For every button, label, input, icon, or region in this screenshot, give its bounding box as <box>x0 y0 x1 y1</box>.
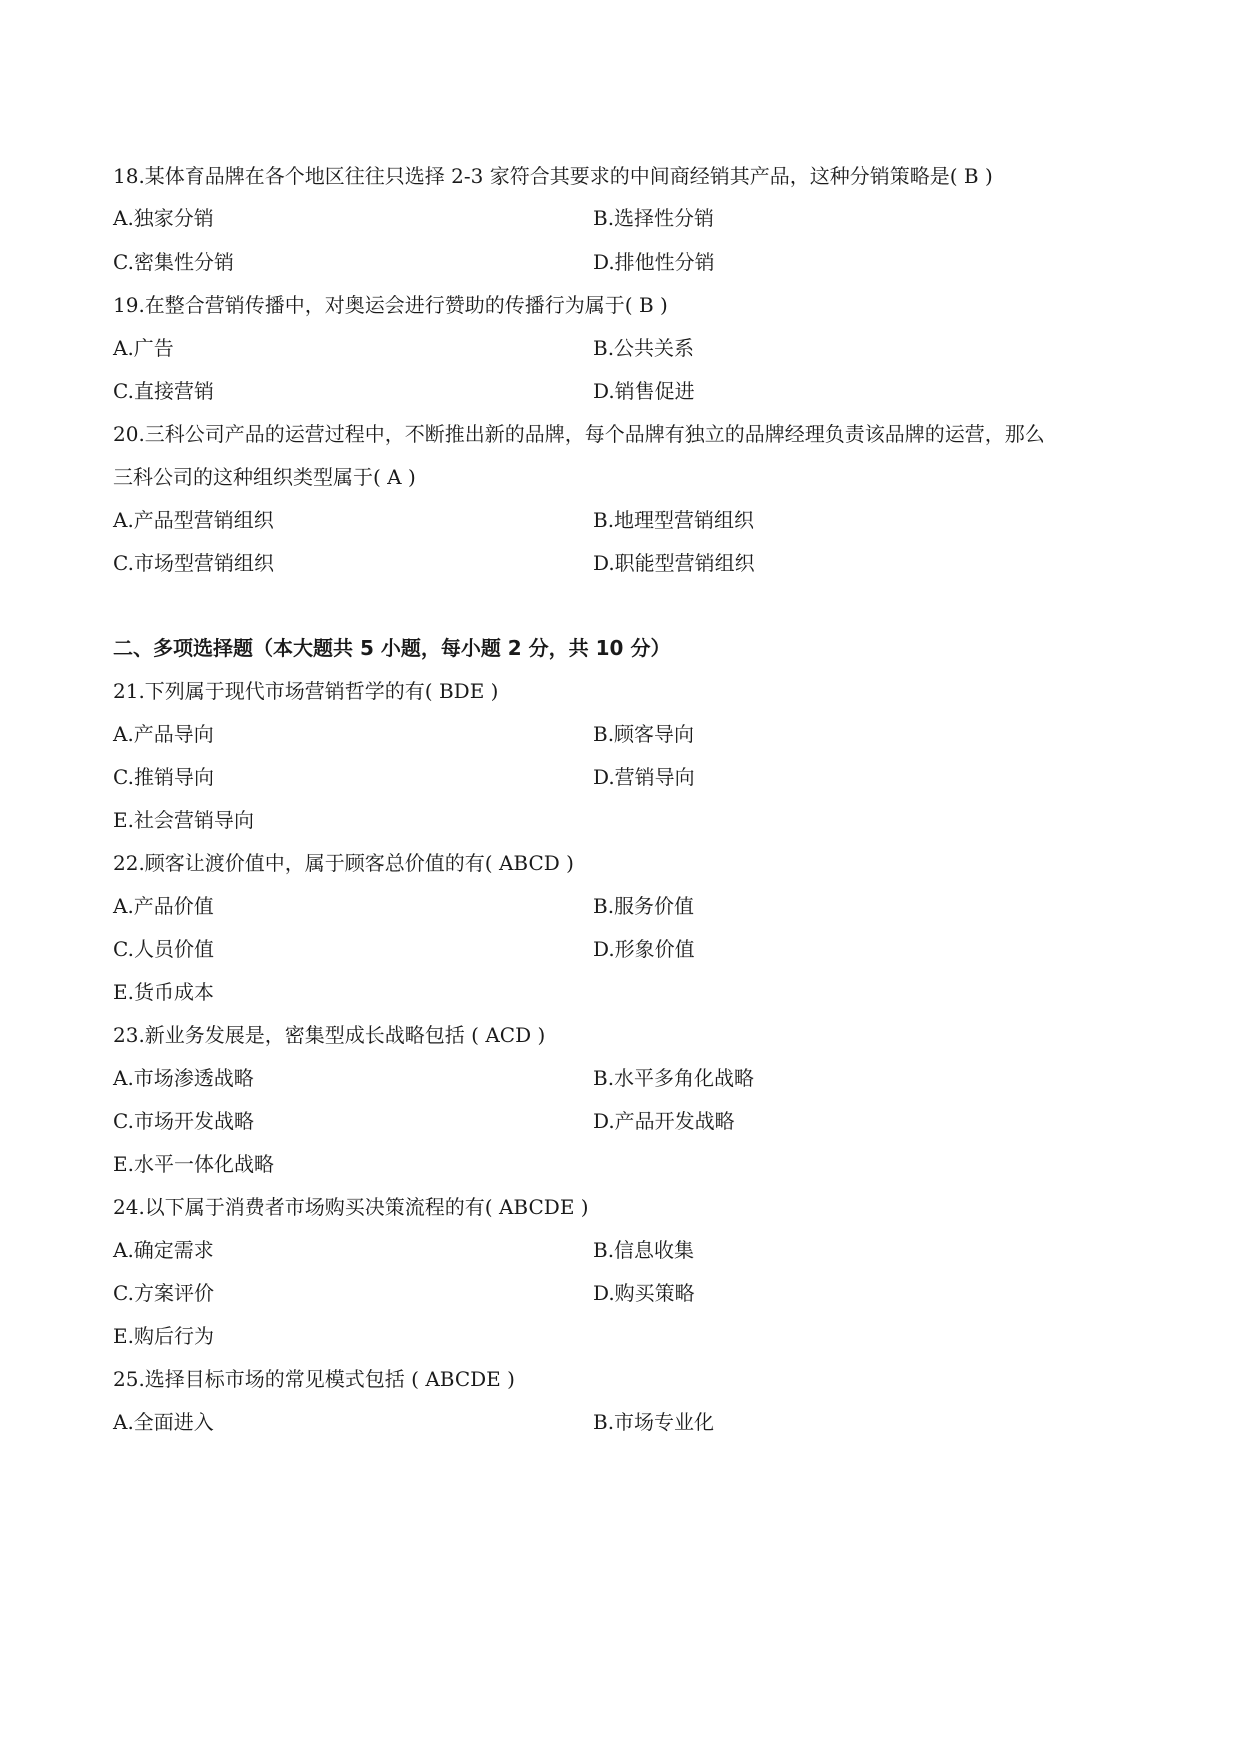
question-25-options-row-1 <box>113 1407 715 1437</box>
question-24-stem: 24.以下属于消费者市场购买决策流程的有( ABCDE ) <box>113 1195 589 1219</box>
option-c: C.方案评价 <box>113 1281 214 1305</box>
option-c: C.人员价值 <box>113 937 214 961</box>
option-d: D.形象价值 <box>593 937 695 961</box>
option-b: B.水平多角化战略 <box>593 1066 755 1090</box>
question-24-options-row-1 <box>113 1235 695 1265</box>
option-a: A.产品价值 <box>113 894 214 918</box>
option-b: B.市场专业化 <box>593 1410 715 1434</box>
question-22-stem: 22.顾客让渡价值中，属于顾客总价值的有( ABCD ) <box>113 851 574 875</box>
option-b: B.服务价值 <box>593 894 695 918</box>
option-a: A.市场渗透战略 <box>113 1066 254 1090</box>
option-a: A.广告 <box>113 336 174 360</box>
question-21-option-e: E.社会营销导向 <box>113 808 254 832</box>
option-c: C.市场开发战略 <box>113 1109 254 1133</box>
option-d: D.职能型营销组织 <box>593 551 755 575</box>
question-23-option-e: E.水平一体化战略 <box>113 1152 274 1176</box>
question-23-options-row-1 <box>113 1063 755 1093</box>
question-20-options-row-1 <box>113 505 755 535</box>
question-18-options-row-2 <box>113 247 715 277</box>
option-d: D.产品开发战略 <box>593 1109 735 1133</box>
question-19-options-row-2 <box>113 376 695 406</box>
question-20-options-row-2 <box>113 548 755 578</box>
option-b: B.公共关系 <box>593 336 695 360</box>
section-heading: 二、多项选择题（本大题共 5 小题，每小题 2 分，共 10 分） <box>113 636 671 660</box>
question-22-options-row-2 <box>113 934 695 964</box>
question-24-option-e: E.购后行为 <box>113 1324 214 1348</box>
option-a: A.产品型营销组织 <box>113 508 274 532</box>
question-18-options-row-1 <box>113 203 715 233</box>
option-d: D.销售促进 <box>593 379 695 403</box>
option-a: A.全面进入 <box>113 1410 214 1434</box>
question-21-options-row-1 <box>113 719 695 749</box>
option-b: B.地理型营销组织 <box>593 508 755 532</box>
option-d: D.营销导向 <box>593 765 695 789</box>
question-22-options-row-1 <box>113 891 695 921</box>
question-24-options-row-2 <box>113 1278 695 1308</box>
option-c: C.市场型营销组织 <box>113 551 274 575</box>
question-22-option-e: E.货币成本 <box>113 980 214 1004</box>
option-c: C.直接营销 <box>113 379 214 403</box>
option-a: A.独家分销 <box>113 206 214 230</box>
option-d: D.购买策略 <box>593 1281 695 1305</box>
question-20-stem-line-1: 20.三科公司产品的运营过程中，不断推出新的品牌，每个品牌有独立的品牌经理负责该品牌的运营，那么 <box>113 422 1045 446</box>
question-21-options-row-2 <box>113 762 695 792</box>
option-b: B.顾客导向 <box>593 722 695 746</box>
option-b: B.信息收集 <box>593 1238 695 1262</box>
option-d: D.排他性分销 <box>593 250 715 274</box>
option-a: A.产品导向 <box>113 722 214 746</box>
option-c: C.推销导向 <box>113 765 214 789</box>
option-a: A.确定需求 <box>113 1238 214 1262</box>
question-21-stem: 21.下列属于现代市场营销哲学的有( BDE ) <box>113 679 499 703</box>
option-b: B.选择性分销 <box>593 206 715 230</box>
question-19-stem: 19.在整合营销传播中，对奥运会进行赞助的传播行为属于( B ) <box>113 293 668 317</box>
question-25-stem: 25.选择目标市场的常见模式包括 ( ABCDE ) <box>113 1367 515 1391</box>
question-19-options-row-1 <box>113 333 695 363</box>
question-20-stem-line-2: 三科公司的这种组织类型属于( A ) <box>113 465 416 489</box>
question-18-stem: 18.某体育品牌在各个地区往往只选择 2-3 家符合其要求的中间商经销其产品，这种分销策略是( B ) <box>113 164 993 188</box>
option-c: C.密集性分销 <box>113 250 234 274</box>
question-23-options-row-2 <box>113 1106 735 1136</box>
question-23-stem: 23.新业务发展是，密集型成长战略包括 ( ACD ) <box>113 1023 546 1047</box>
